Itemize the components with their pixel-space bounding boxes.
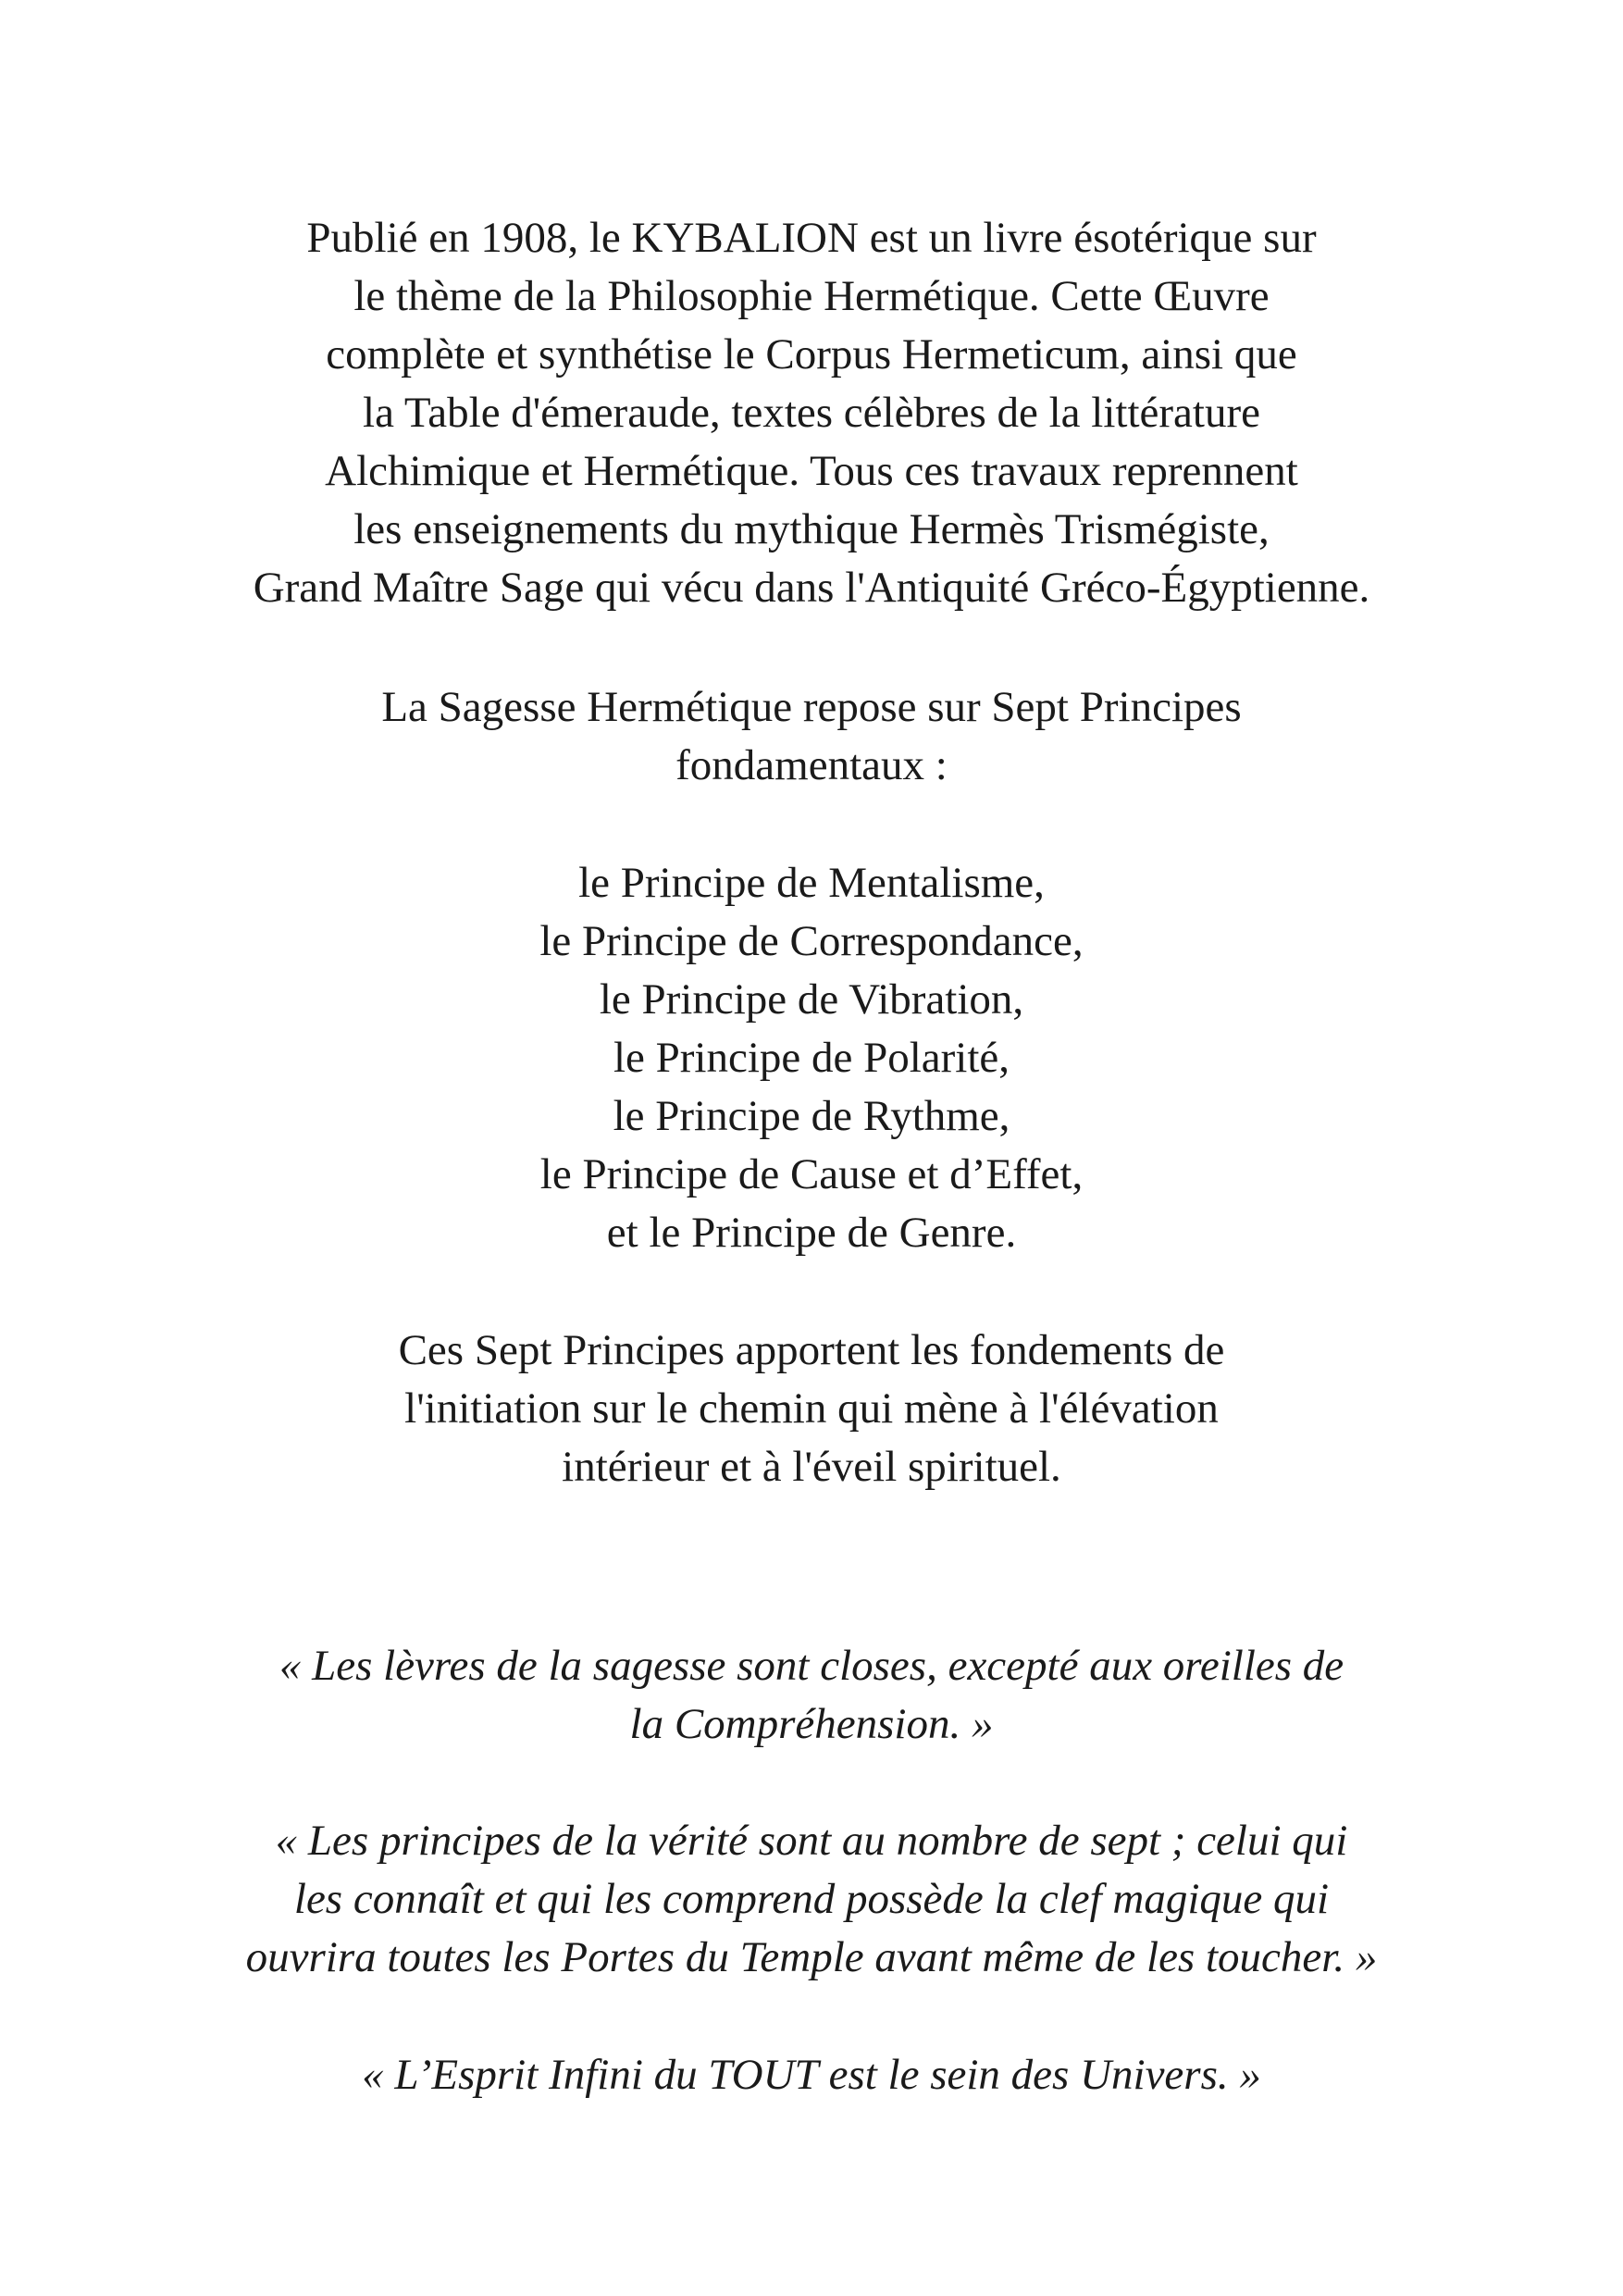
intro-line: le thème de la Philosophie Hermétique. Cette Œuvre bbox=[353, 272, 1270, 320]
intro-line: Grand Maître Sage qui vécu dans l'Antiquité Gréco-Égyptienne. bbox=[253, 564, 1370, 612]
principle-item: le Principe de Vibration, bbox=[599, 975, 1024, 1024]
quote-line: « Les lèvres de la sagesse sont closes, excepté aux oreilles de bbox=[279, 1642, 1344, 1690]
quote-line: la Compréhension. » bbox=[629, 1700, 994, 1748]
quote-line: ouvrira toutes les Portes du Temple avant même de les toucher. » bbox=[245, 1933, 1378, 1981]
quote-line: « L’Esprit Infini du TOUT est le sein des Univers. » bbox=[362, 2051, 1261, 2099]
principle-item: le Principe de Correspondance, bbox=[539, 917, 1084, 965]
conclusion-line: Ces Sept Principes apportent les fondements de bbox=[398, 1326, 1225, 1374]
principles-intro-line: La Sagesse Hermétique repose sur Sept Principes bbox=[381, 683, 1242, 731]
intro-line: la Table d'émeraude, textes célèbres de la littérature bbox=[363, 389, 1260, 437]
intro-line: complète et synthétise le Corpus Hermeticum, ainsi que bbox=[326, 330, 1297, 379]
principle-item: le Principe de Polarité, bbox=[613, 1034, 1010, 1082]
intro-line: les enseignements du mythique Hermès Trismégiste, bbox=[353, 505, 1270, 553]
quote-line: les connaît et qui les comprend possède la clef magique qui bbox=[293, 1875, 1330, 1923]
conclusion-line: l'initiation sur le chemin qui mène à l'élévation bbox=[404, 1384, 1219, 1433]
principle-item: le Principe de Mentalisme, bbox=[578, 859, 1045, 907]
intro-line: Publié en 1908, le KYBALION est un livre ésotérique sur bbox=[306, 214, 1317, 262]
intro-line: Alchimique et Hermétique. Tous ces travaux reprennent bbox=[325, 447, 1298, 495]
conclusion-line: intérieur et à l'éveil spirituel. bbox=[562, 1443, 1061, 1491]
principles-intro-line: fondamentaux : bbox=[675, 741, 948, 789]
quote-line: « Les principes de la vérité sont au nombre de sept ; celui qui bbox=[275, 1817, 1348, 1865]
principle-item: le Principe de Rythme, bbox=[613, 1092, 1010, 1140]
principle-item: le Principe de Cause et d’Effet, bbox=[539, 1150, 1084, 1198]
principle-item: et le Principe de Genre. bbox=[606, 1209, 1017, 1257]
